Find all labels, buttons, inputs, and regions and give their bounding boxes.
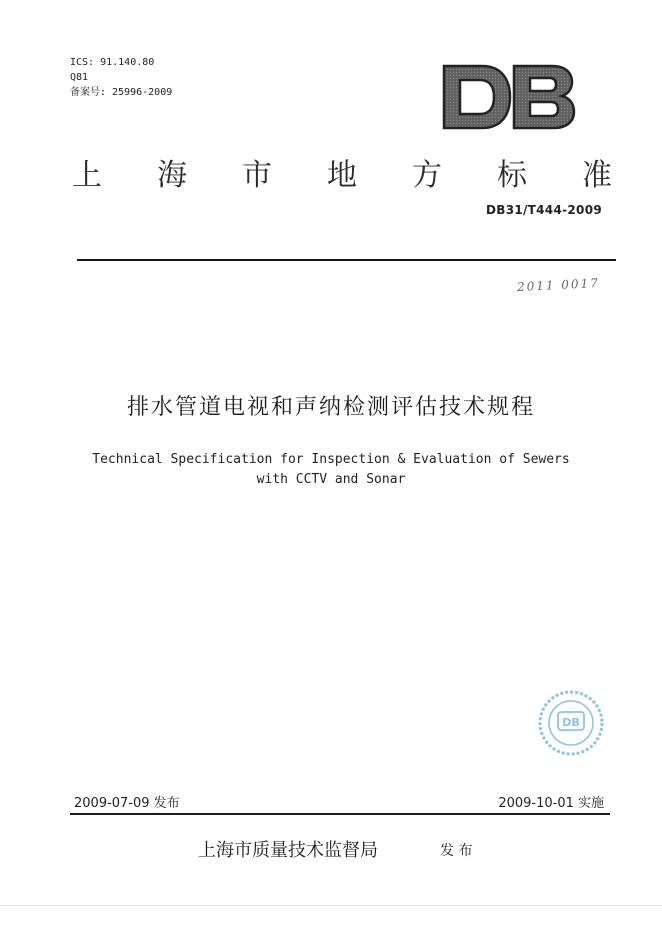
document-title-en-line1: Technical Specification for Inspection & Evaluation of Sewers (92, 452, 570, 467)
standard-number: DB31/T444-2009 (485, 203, 602, 217)
standard-type-char: 海 (157, 158, 187, 193)
standard-type-char: 准 (582, 158, 612, 193)
implementation-date: 2009-10-01 实施 (498, 796, 604, 811)
standard-type-heading (72, 150, 612, 194)
top-divider (77, 259, 616, 261)
standard-type-char: 标 (497, 158, 527, 193)
filing-number: 备案号: 25996-2009 (70, 87, 173, 98)
standard-type-char: 市 (242, 158, 272, 193)
category-code: Q81 (70, 72, 89, 83)
issue-date: 2009-07-09 发布 (74, 796, 180, 811)
document-title-cn: 排水管道电视和声纳检测评估技术规程 (126, 395, 535, 420)
stamp-text: DB (562, 716, 580, 729)
watermark-stamp (536, 688, 606, 758)
document-title-en-line2: with CCTV and Sonar (256, 472, 406, 487)
handwritten-note: 2011 0017 (516, 275, 601, 295)
standard-type-char: 方 (412, 158, 442, 193)
header-meta (70, 55, 172, 100)
db-logo (440, 62, 576, 132)
issuing-authority: 上海市质量技术监督局 (198, 840, 378, 861)
ics-code: ICS: 91.140.80 (70, 57, 155, 68)
page-edge (0, 905, 662, 906)
bottom-divider (70, 813, 610, 815)
issuing-label: 发 布 (440, 843, 473, 859)
standard-type-char: 上 (72, 158, 102, 193)
standard-type-char: 地 (327, 158, 357, 193)
